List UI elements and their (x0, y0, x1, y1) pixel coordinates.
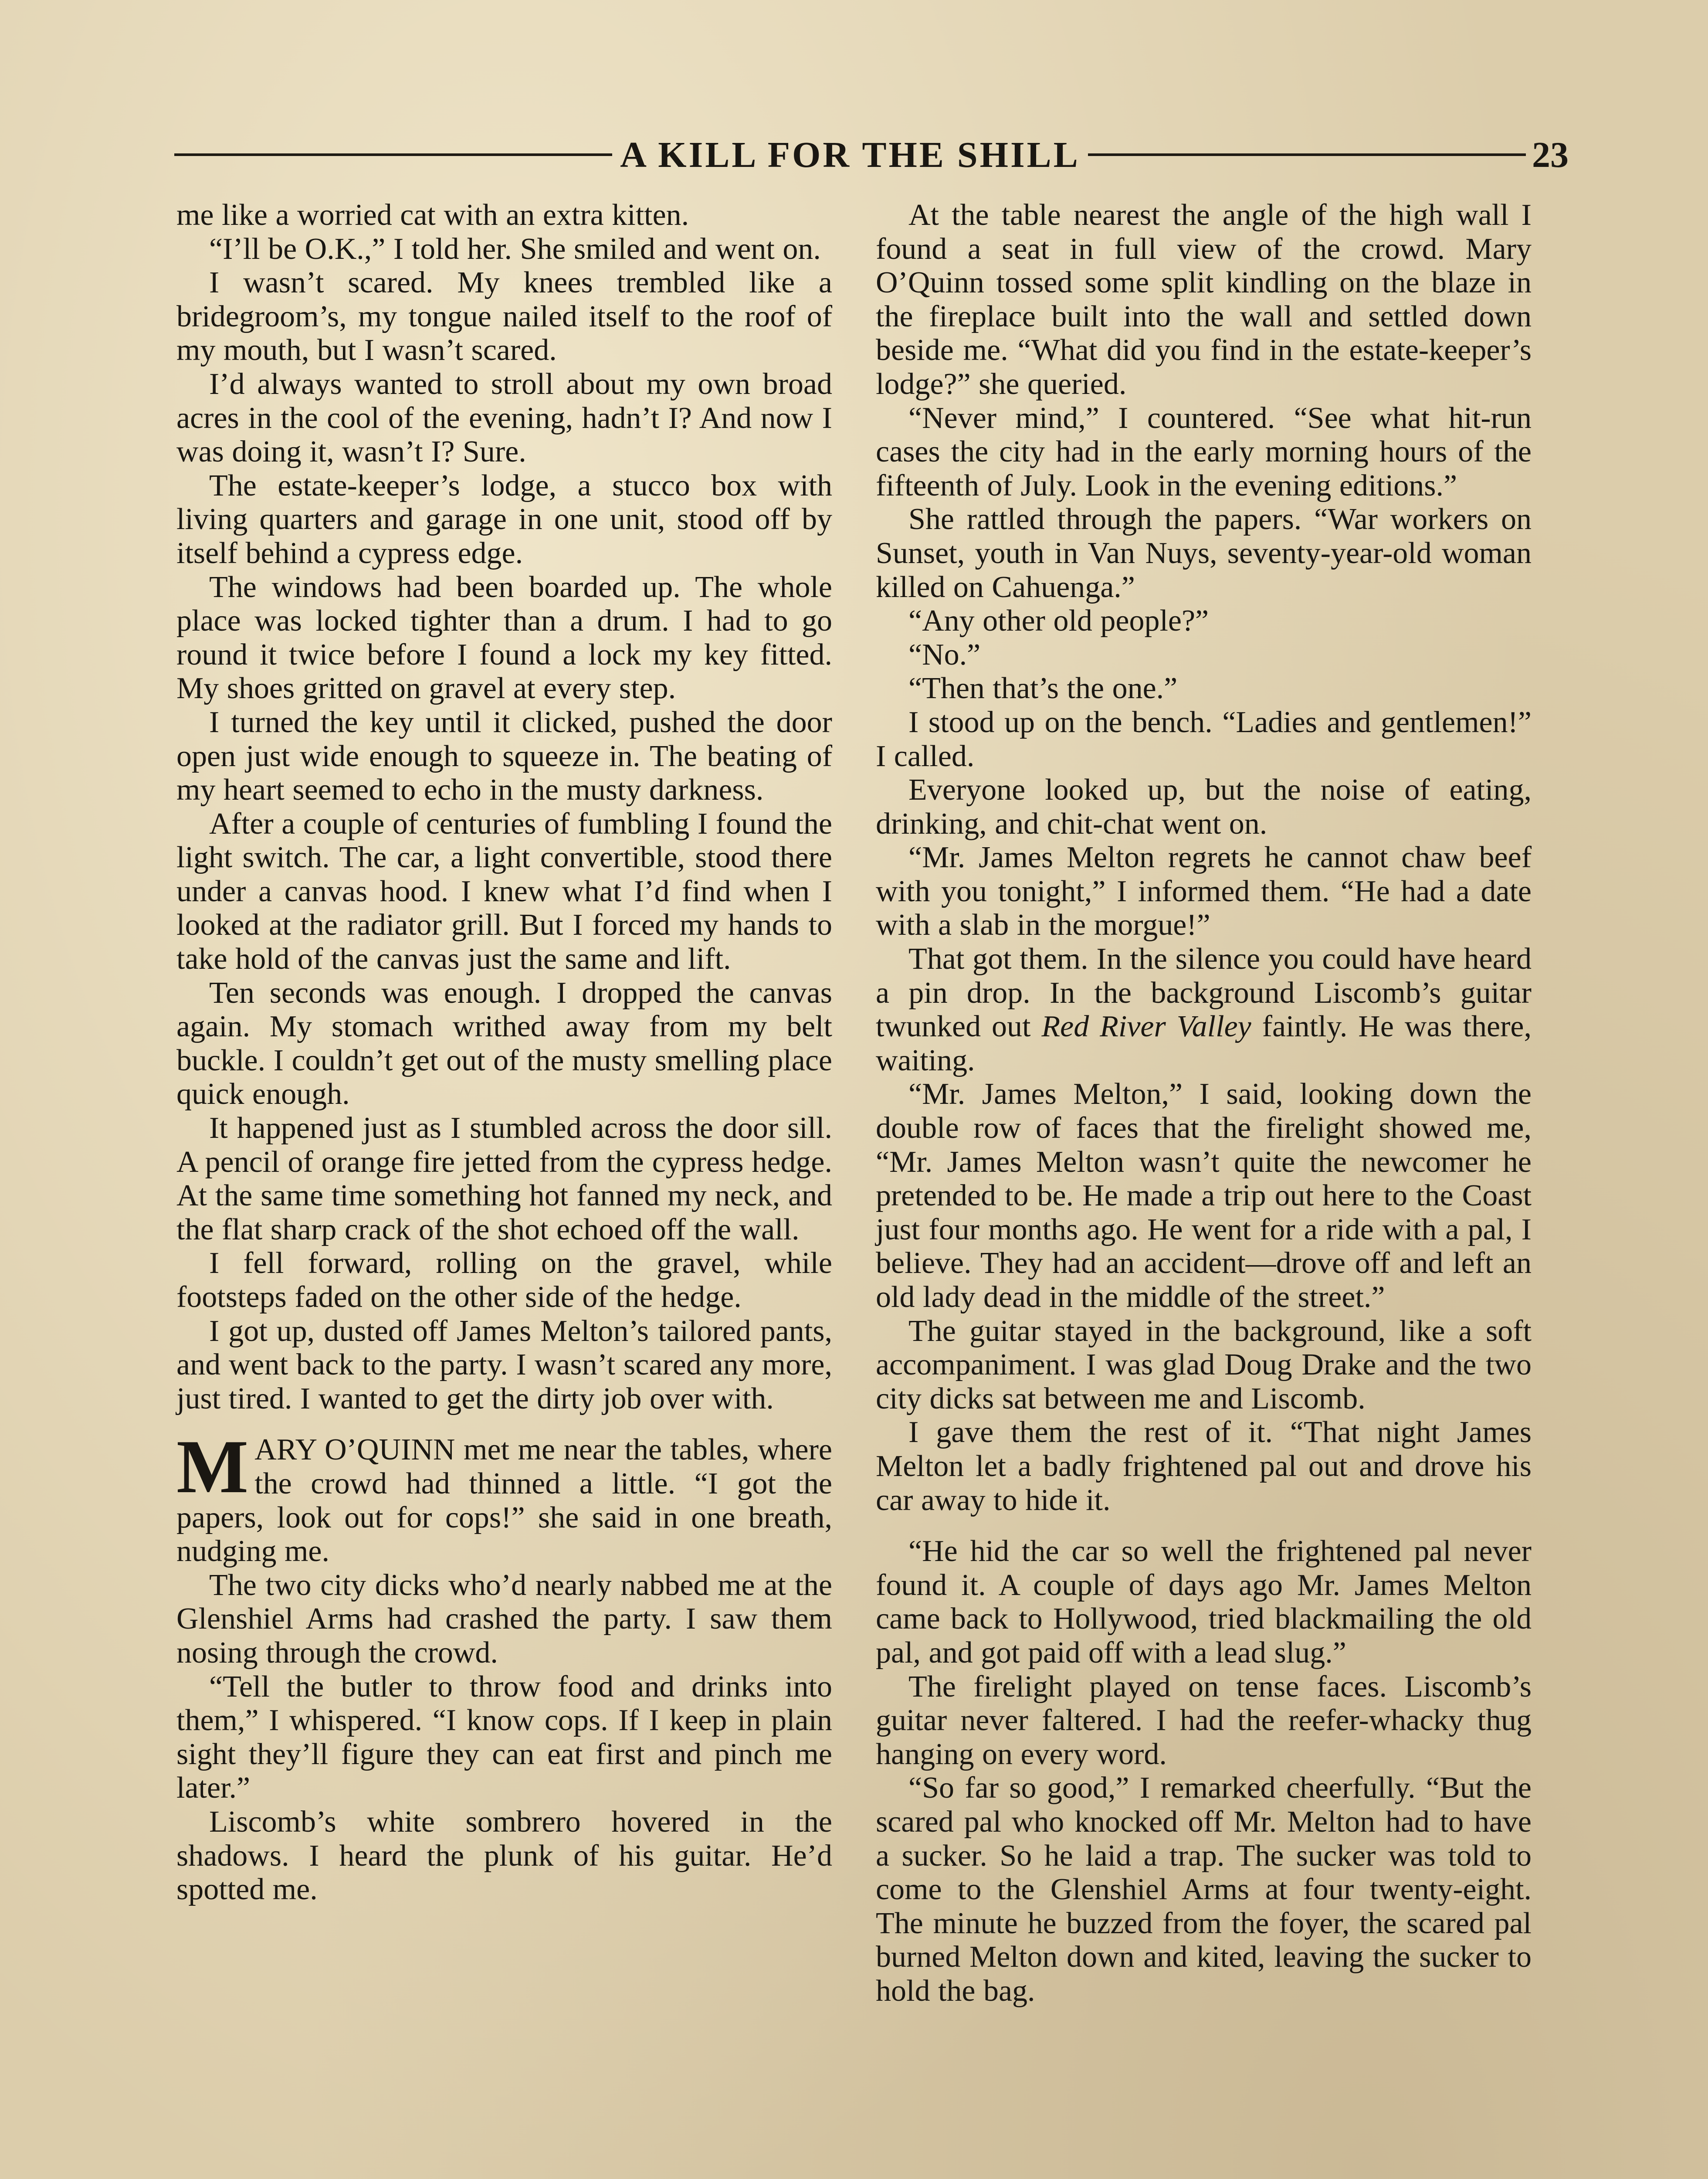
paragraph-text: “No.” (908, 638, 981, 672)
paragraph (176, 1670, 832, 1805)
paragraph (876, 1314, 1532, 1416)
paragraph-text: I fell forward, rolling on the gravel, while footsteps faded on the other side of the hedge. (176, 1246, 832, 1314)
paragraph-text: The guitar stayed in the background, like a soft accompaniment. I was glad Doug Drake and the two city dicks sat between me and Liscomb. (876, 1314, 1532, 1415)
paragraph (876, 1771, 1532, 2008)
paragraph-text: She rattled through the papers. “War workers on Sunset, youth in Van Nuys, seventy-year-old woman killed on Cahuenga.” (876, 502, 1532, 604)
paragraph (176, 1111, 832, 1246)
paragraph (876, 1670, 1532, 1772)
paragraph (876, 638, 1532, 672)
paragraph-text: me like a worried cat with an extra kitten. (176, 198, 689, 232)
drop-cap: M (176, 1424, 249, 1509)
paragraph (176, 570, 832, 706)
paragraph-text: I wasn’t scared. My knees trembled like a bridegroom’s, my tongue nailed itself to the roof of my mouth, but I wasn’t scared. (176, 266, 832, 367)
paragraph (176, 266, 832, 367)
paragraph-text: “Mr. James Melton,” I said, looking down the double row of faces that the firelight showed me, “Mr. James Melton wasn’t quite the newcomer he pretended to be. He made a trip out here to the Coast just four months ago. He went for a ride with a pal, I believe. They had an accident—drove off and left an old lady dead in the middle of the street.” (876, 1077, 1532, 1314)
paragraph (876, 1534, 1532, 1670)
paragraph (176, 1246, 832, 1314)
paragraph (876, 841, 1532, 942)
paragraph-text: I got up, dusted off James Melton’s tailored pants, and went back to the party. I wasn’t scared any more, just tired. I wanted to get the dirty job over with. (176, 1314, 832, 1415)
paragraph-text: “So far so good,” I remarked cheerfully. “But the scared pal who knocked off Mr. Melton had to have a sucker. So he laid a trap. The sucker was told to come to the Glenshiel Arms at four twenty-eight. The minute he buzzed from the foyer, the scared pal burned Melton down and kited, leaving the sucker to hold the bag. (876, 1771, 1532, 2008)
paragraph (176, 367, 832, 469)
paragraph (176, 807, 832, 976)
paragraph-text: After a couple of centuries of fumbling I found the light switch. The car, a light convertible, stood there under a canvas hood. I knew what I’d find when I looked at the radiator grill. But I forced my hands to take hold of the canvas just the same and lift. (176, 807, 832, 976)
page-number: 23 (1532, 134, 1569, 175)
paragraph (176, 469, 832, 570)
paragraph (876, 1077, 1532, 1314)
paragraph (176, 976, 832, 1111)
paragraph (176, 232, 832, 266)
paragraph-text: The estate-keeper’s lodge, a stucco box with living quarters and garage in one unit, stood off by itself behind a cypress edge. (176, 468, 832, 570)
paragraph-text: I gave them the rest of it. “That night James Melton let a badly frightened pal out and drove his car away to hide it. (876, 1415, 1532, 1517)
paragraph-text: “Tell the butler to throw food and drinks into them,” I whispered. “I know cops. If I keep in plain sight they’ll figure they can eat first and pinch me later.” (176, 1670, 832, 1805)
paragraph (876, 401, 1532, 503)
paragraph (876, 773, 1532, 841)
paragraph-text: “Never mind,” I countered. “See what hit-run cases the city had in the early morning hours of the fifteenth of July. Look in the evening editions.” (876, 401, 1532, 502)
right-text-column (876, 198, 1532, 2008)
paragraph-text: I’d always wanted to stroll about my own broad acres in the cool of the evening, hadn’t I? And now I was doing it, wasn’t I? Sure. (176, 367, 832, 469)
paragraph (176, 706, 832, 807)
paragraph-text: “Then that’s the one.” (908, 672, 1178, 706)
paragraph-text: I turned the key until it clicked, pushed the door open just wide enough to squeeze in. The beating of my heart seemed to echo in the musty darkness. (176, 705, 832, 807)
paragraph-text: “I’ll be O.K.,” I told her. She smiled and went on. (209, 232, 821, 266)
header-rule-right (1088, 153, 1526, 156)
paragraph (876, 942, 1532, 1077)
paragraph-text: “Mr. James Melton regrets he cannot chaw beef with you tonight,” I informed them. “He had a date with a slab in the morgue!” (876, 841, 1532, 942)
paragraph-text: “He hid the car so well the frightened pal never found it. A couple of days ago Mr. James Melton came back to Hollywood, tried blackmailing the old pal, and got paid off with a lead slug.” (876, 1534, 1532, 1670)
paragraph-text: The firelight played on tense faces. Liscomb’s guitar never faltered. I had the reefer-whacky thug hanging on every word. (876, 1670, 1532, 1771)
paragraph-text: Liscomb’s white sombrero hovered in the shadows. I heard the plunk of his guitar. He’d spotted me. (176, 1805, 832, 1907)
left-text-column (176, 198, 832, 1907)
paragraph-text: The windows had been boarded up. The whole place was locked tighter than a drum. I had to go round it twice before I found a lock my key fitted. My shoes gritted on gravel at every step. (176, 570, 832, 706)
song-title: Red River Valley (1041, 1010, 1251, 1044)
paragraph (876, 198, 1532, 401)
paragraph (176, 1805, 832, 1907)
paragraph (176, 1314, 832, 1416)
paragraph (876, 502, 1532, 604)
running-title: A KILL FOR THE SHILL (620, 134, 1080, 175)
paragraph-text: At the table nearest the angle of the high wall I found a seat in full view of the crowd. Mary O’Quinn tossed some split kindling on the blaze in the fireplace built into the wall and settled down beside me. “What did you find in the estate-keeper’s lodge?” she queried. (876, 198, 1532, 401)
paragraph-text: It happened just as I stumbled across the door sill. A pencil of orange fire jetted from the cypress hedge. At the same time something hot fanned my neck, and the flat sharp crack of the shot echoed off the wall. (176, 1111, 832, 1246)
paragraph-text: That got them. In the silence you could have heard a pin drop. In the background Liscomb’s guitar twunked out Red River Valley faintly. He was there, waiting. (876, 942, 1532, 1077)
paragraph-text: ARY O’QUINN met me near the tables, where the crowd had thinned a little. “I got the papers, look out for cops!” she said in one breath, nudging me. (176, 1433, 832, 1568)
paragraph (876, 1415, 1532, 1517)
paragraph-text: Ten seconds was enough. I dropped the canvas again. My stomach writhed away from my belt buckle. I couldn’t get out of the musty smelling place quick enough. (176, 976, 832, 1111)
paragraph-text: Everyone looked up, but the noise of eating, drinking, and chit-chat went on. (876, 773, 1532, 841)
header-rule-left (174, 153, 612, 156)
paragraph (176, 1568, 832, 1670)
paragraph (876, 672, 1532, 706)
paragraph-text: I stood up on the bench. “Ladies and gentlemen!” I called. (876, 705, 1532, 773)
paragraph-text: The two city dicks who’d nearly nabbed me at the Glenshiel Arms had crashed the party. I saw them nosing through the crowd. (176, 1568, 832, 1670)
paragraph (876, 706, 1532, 773)
paragraph (876, 604, 1532, 638)
paragraph (176, 1424, 832, 1568)
paragraph (176, 198, 832, 232)
paragraph-text: “Any other old people?” (908, 604, 1209, 638)
running-header (174, 126, 1569, 183)
